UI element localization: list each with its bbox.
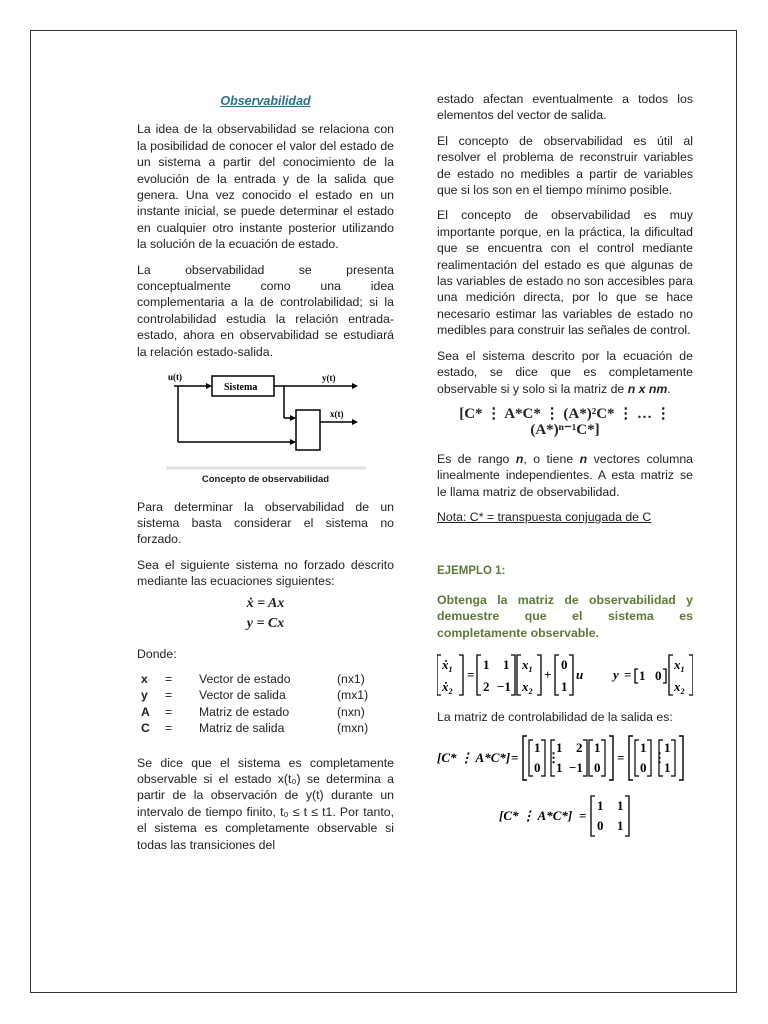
donde-label: Donde: <box>137 646 177 661</box>
def-symbol: x <box>141 671 148 686</box>
svg-text:x2: $x_2$ <box>674 678 685 696</box>
paragraph: Para determinar la observabilidad de un sistema basta considerar el sistema no forzado. <box>137 499 394 547</box>
definition-row <box>141 671 368 687</box>
svg-text:⋮: ⋮ <box>653 750 666 766</box>
text-run: , o tiene <box>523 451 580 466</box>
sistema-label: Sistema <box>223 382 257 394</box>
paragraph: Se dice que el sistema es completamente observable si el estado x(t₀) se determina a partir de la observación de y(t) durante un intervalo de tiempo finito, t₀ ≤ t ≤ t1. Por tanto, el sistema es completamente observable si todas las transiciones del <box>137 755 394 852</box>
rank-n: n <box>515 451 524 466</box>
def-equals: = <box>165 704 173 719</box>
paragraph <box>437 451 693 500</box>
matrix-dimension: n x nm <box>627 381 668 396</box>
definition-row <box>141 720 368 736</box>
output-x-label: x(t) <box>329 409 343 420</box>
svg-text:1: 1 <box>556 760 563 776</box>
svg-text:[C* ⋮ A*C*]: [C* ⋮ A*C*] <box>437 750 511 766</box>
state-equation: ẋ = Ax <box>246 595 285 611</box>
svg-text:0: 0 <box>594 760 601 776</box>
svg-text:u: u <box>576 666 584 682</box>
svg-text:x1: $x_1$ <box>674 656 685 674</box>
paragraph: estado afectan eventualmente a todos los elementos del vector de salida. <box>437 92 693 123</box>
example-statement: Obtenga la matriz de observabilidad y demuestre que el sistema es completamente observable. <box>437 592 693 640</box>
svg-text:1: 1 <box>597 798 604 814</box>
svg-text:x2: $x_2$ <box>522 678 533 696</box>
example-title: EJEMPLO 1: <box>437 565 506 578</box>
def-dimension: (nx1) <box>337 671 365 686</box>
svg-text:1: 1 <box>617 818 624 834</box>
svg-text:−1: −1 <box>497 678 511 694</box>
definition-row <box>141 704 368 720</box>
observer-block <box>296 410 320 450</box>
svg-text:ẋ1: ẋ$_1$ <box>442 656 453 674</box>
example-system-equation <box>437 651 693 699</box>
def-equals: = <box>165 688 173 703</box>
block-diagram <box>166 370 366 470</box>
diagram-caption: Concepto de observabilidad <box>201 474 330 486</box>
svg-text:=: = <box>467 666 475 682</box>
svg-text:0: 0 <box>534 760 541 776</box>
matrix-result <box>437 792 693 840</box>
text-run: Sea el sistema descrito por la ecuación de estado, se dice que es completamente observable si y solo si la matriz de <box>437 348 693 396</box>
svg-text:x1: $x_1$ <box>522 656 533 674</box>
svg-text:=: = <box>624 666 632 682</box>
document-page <box>30 30 737 993</box>
svg-text:[C* ⋮ A*C*]: [C* ⋮ A*C*] <box>499 808 573 824</box>
note: Nota: C* = transpuesta conjugada de C <box>437 509 652 524</box>
def-dimension: (mx1) <box>337 688 369 703</box>
paragraph <box>437 348 693 397</box>
svg-text:1: 1 <box>556 740 563 756</box>
def-equals: = <box>165 721 173 736</box>
svg-text:=: = <box>617 750 625 766</box>
svg-text:1: 1 <box>483 656 490 672</box>
svg-text:1: 1 <box>503 656 510 672</box>
svg-text:0: 0 <box>597 818 604 834</box>
paragraph: La observabilidad se presenta conceptualmente como una idea complementaria a la de controlabilidad; si la controlabilidad estudia la relación entrada-estado, ahora en observabilidad se estudiará la relación estado-salida. <box>137 262 394 359</box>
input-label: u(t) <box>167 372 182 383</box>
svg-text:0: 0 <box>561 656 568 672</box>
svg-text:1: 1 <box>534 740 541 756</box>
svg-text:1: 1 <box>664 760 671 776</box>
observability-matrix-equation: [C* ⋮ A*C* ⋮ (A*)²C* ⋮ … ⋮ (A*)ⁿ⁻¹C*] <box>459 405 671 439</box>
svg-text:+: + <box>544 666 552 682</box>
right-column <box>437 92 693 840</box>
svg-text:ẋ2: ẋ$_2$ <box>442 678 453 696</box>
rank-n: n <box>579 451 588 466</box>
definition-row <box>141 687 368 703</box>
svg-text:⋮: ⋮ <box>547 750 560 766</box>
def-text: Vector de salida <box>199 688 286 703</box>
paragraph: La matriz de controlabilidad de la salida es: <box>437 709 673 724</box>
def-equals: = <box>165 671 173 686</box>
svg-text:1: 1 <box>664 740 671 756</box>
svg-text:2: 2 <box>483 678 490 694</box>
output-y-label: y(t) <box>321 373 335 384</box>
paragraph: El concepto de observabilidad es útil al resolver el problema de reconstruir variables de estado no medibles a partir de variables que si los son en el tiempo mínimo posible. <box>437 133 693 198</box>
def-text: Matriz de salida <box>199 721 285 736</box>
svg-text:0: 0 <box>640 760 647 776</box>
def-text: Matriz de estado <box>199 704 290 719</box>
def-symbol: y <box>141 688 148 703</box>
text-run: vectores columna linealmente independientes. A esta matriz se le llama matriz de observabilidad. <box>437 451 693 499</box>
output-equation: y = Cx <box>246 615 285 631</box>
svg-text:y: y <box>613 666 619 682</box>
def-dimension: (nxn) <box>337 704 365 719</box>
text-run: Es de rango <box>437 451 516 466</box>
svg-text:=: = <box>579 808 587 824</box>
svg-text:−1: −1 <box>569 760 583 776</box>
def-text: Vector de estado <box>199 671 291 686</box>
svg-text:1: 1 <box>561 678 568 694</box>
section-title: Observabilidad <box>220 94 311 108</box>
def-symbol: C <box>141 721 150 736</box>
paragraph: Sea el siguiente sistema no forzado descrito mediante las ecuaciones siguientes: <box>137 557 394 589</box>
paragraph: La idea de la observabilidad se relaciona con la posibilidad de conocer el valor del estado de un sistema a partir del conocimiento de la evolución de la entrada y de la salida que genera. Una vez conocido el estado en un instante inicial, se puede determinar el estado en cualquier otro instante posterior utilizando la solución de la ecuación de estado. <box>137 122 394 252</box>
matrix-computation <box>437 734 693 782</box>
left-column <box>137 93 394 862</box>
svg-text:1: 1 <box>594 740 601 756</box>
svg-text:1: 1 <box>617 798 624 814</box>
definitions-table <box>141 671 368 737</box>
def-symbol: A <box>141 704 150 719</box>
observability-diagram <box>137 370 394 488</box>
def-dimension: (mxn) <box>337 721 369 736</box>
text-run: . <box>667 381 671 396</box>
svg-text:0: 0 <box>655 667 662 683</box>
paragraph: El concepto de observabilidad es muy importante porque, en la práctica, la dificultad que se encuentra con el control mediante realimentación del estado es que algunas de las variables de estado no son accesibles para una medición directa, por lo que se hace necesario estimar las variables de estado no medibles para construir las señales de control. <box>437 208 693 338</box>
svg-text:2: 2 <box>576 740 583 756</box>
svg-text:=: = <box>511 750 519 766</box>
svg-text:1: 1 <box>639 667 646 683</box>
svg-text:1: 1 <box>640 740 647 756</box>
